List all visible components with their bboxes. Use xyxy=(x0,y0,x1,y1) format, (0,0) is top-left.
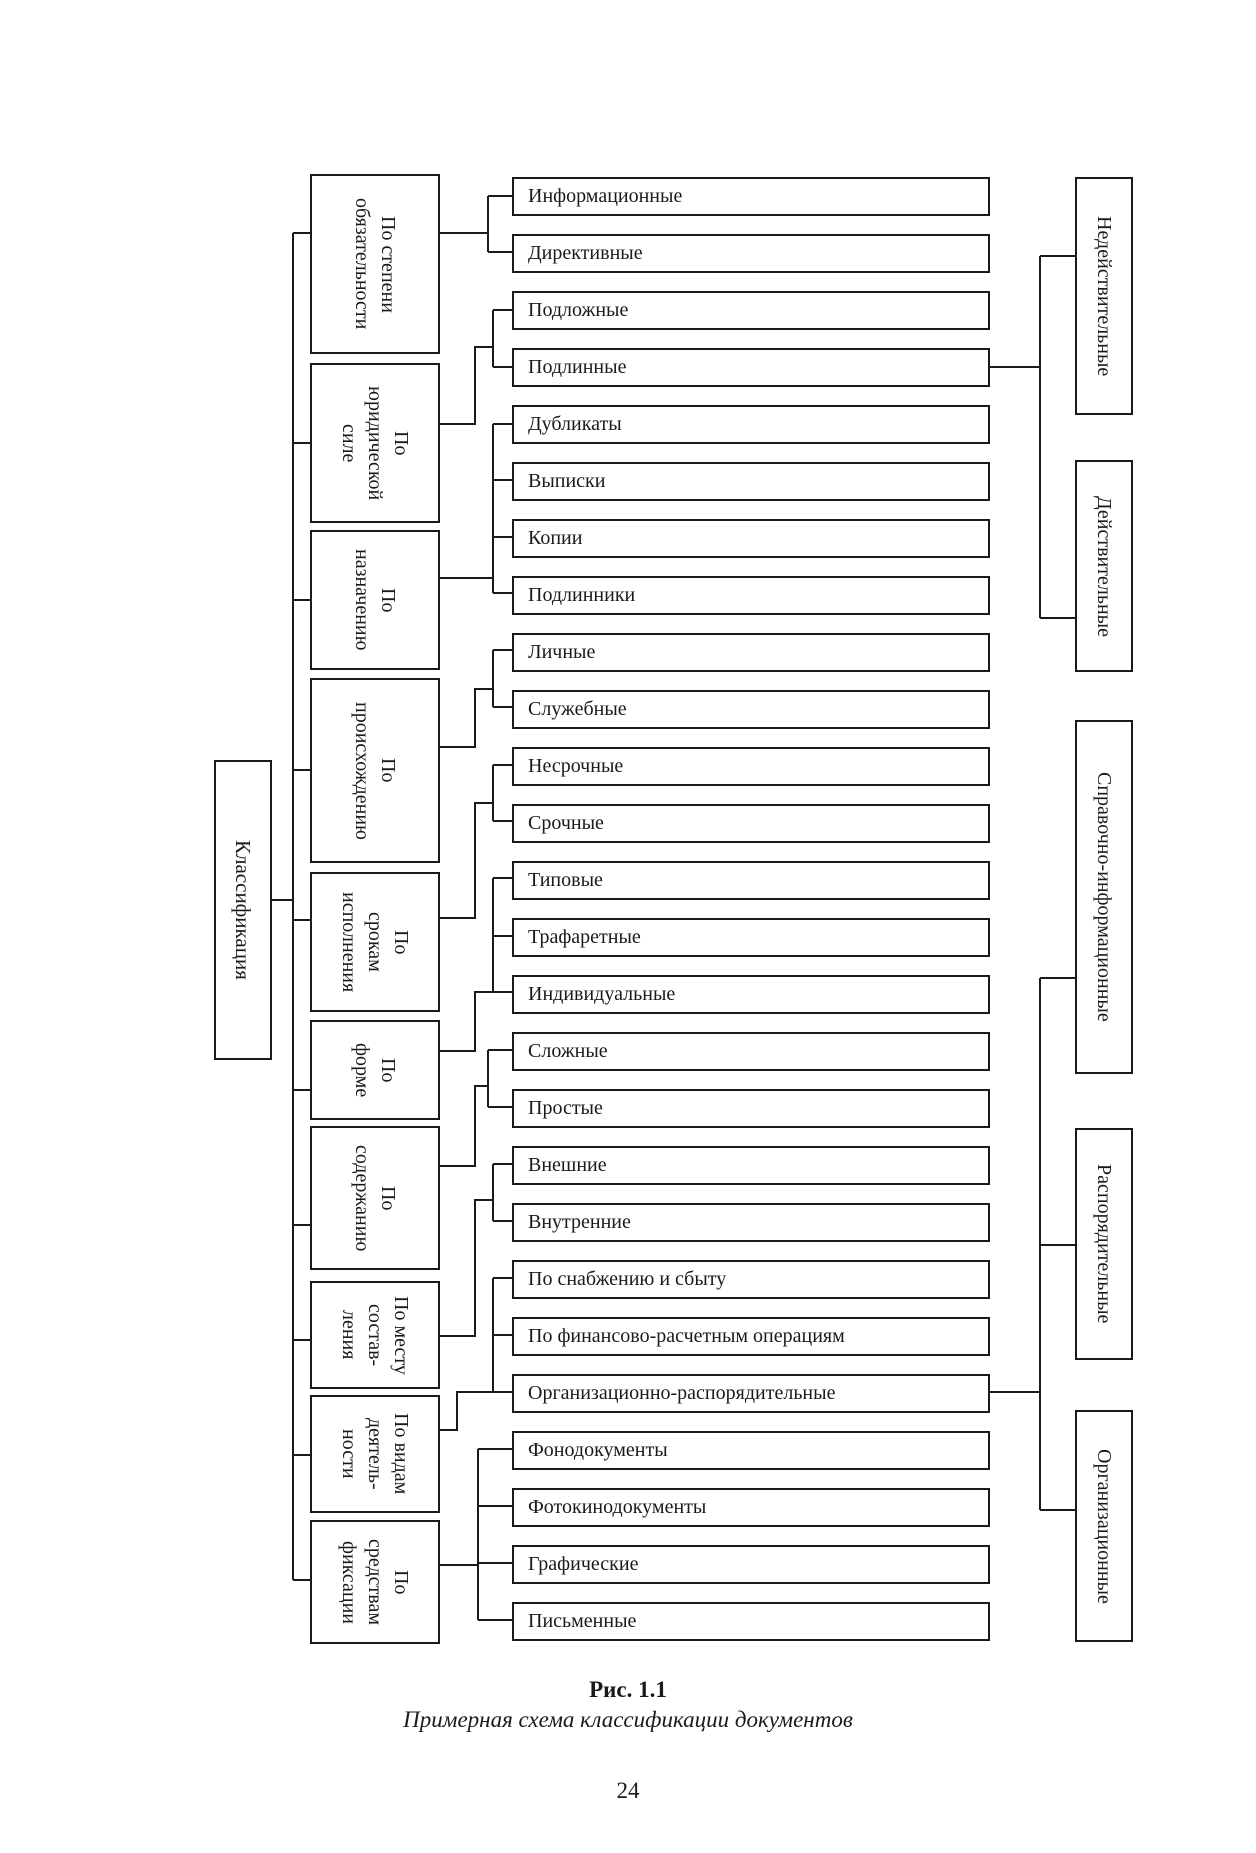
group-invalid xyxy=(1075,177,1133,415)
item-label: Графические xyxy=(528,1553,639,1575)
root-label: Классификация xyxy=(231,840,255,980)
page-number: 24 xyxy=(616,1778,640,1803)
category-label: По видам деятель- ности xyxy=(338,1413,412,1495)
item-genuine xyxy=(512,348,990,387)
category-label: По срокам исполнения xyxy=(338,891,412,993)
group-label: Организационные xyxy=(1093,1448,1115,1604)
category-label: По средствам фиксации xyxy=(338,1539,412,1625)
item-label: Выписки xyxy=(528,470,606,492)
item-individual xyxy=(512,975,990,1014)
item-internal xyxy=(512,1203,990,1242)
category-label: По назначению xyxy=(351,549,399,651)
item-directive xyxy=(512,234,990,273)
category-label: По форме xyxy=(351,1042,399,1098)
item-label: Сложные xyxy=(528,1040,608,1062)
item-phono-documents xyxy=(512,1431,990,1470)
item-financial-settlement xyxy=(512,1317,990,1356)
group-label: Распорядительные xyxy=(1093,1164,1115,1324)
item-graphic xyxy=(512,1545,990,1584)
item-personal xyxy=(512,633,990,672)
item-label: Срочные xyxy=(528,812,604,834)
item-duplicates xyxy=(512,405,990,444)
item-label: Внешние xyxy=(528,1154,607,1176)
figure-title: Примерная схема классификации документов xyxy=(403,1707,853,1732)
category-label: По месту состав- ления xyxy=(338,1295,412,1375)
item-forged xyxy=(512,291,990,330)
category-origin xyxy=(310,678,440,863)
item-label: Подлинные xyxy=(528,356,627,378)
category-fixation-means xyxy=(310,1520,440,1644)
item-organizational-administrative xyxy=(512,1374,990,1413)
item-simple xyxy=(512,1089,990,1128)
item-label: Простые xyxy=(528,1097,603,1119)
group-reference-information xyxy=(1075,720,1133,1074)
item-label: Организационно-распорядительные xyxy=(528,1382,836,1404)
group-label: Справочно-информационные xyxy=(1093,772,1115,1022)
item-label: Дубликаты xyxy=(528,413,622,435)
item-label: Типовые xyxy=(528,869,603,891)
item-written xyxy=(512,1602,990,1641)
item-label: Внутренние xyxy=(528,1211,631,1233)
category-execution-terms xyxy=(310,872,440,1012)
group-organizational xyxy=(1075,1410,1133,1642)
item-label: Копии xyxy=(528,527,583,549)
category-obligation xyxy=(310,174,440,354)
category-form xyxy=(310,1020,440,1120)
root-node xyxy=(214,760,272,1060)
category-label: По происхождению xyxy=(351,701,399,840)
item-label: Служебные xyxy=(528,698,627,720)
item-non-urgent xyxy=(512,747,990,786)
category-purpose xyxy=(310,530,440,670)
category-label: По содержанию xyxy=(351,1144,399,1252)
item-label: По снабжению и сбыту xyxy=(528,1268,727,1290)
item-originals xyxy=(512,576,990,615)
item-stencil xyxy=(512,918,990,957)
category-place-of-origin xyxy=(310,1281,440,1389)
item-standard xyxy=(512,861,990,900)
item-label: Личные xyxy=(528,641,596,663)
item-label: Директивные xyxy=(528,242,643,264)
category-legal-force xyxy=(310,363,440,523)
item-extracts xyxy=(512,462,990,501)
item-label: Подлинники xyxy=(528,584,636,606)
category-label: По юридической силе xyxy=(338,385,412,501)
item-label: По финансово-расчетным операциям xyxy=(528,1325,845,1347)
item-supply-and-sales xyxy=(512,1260,990,1299)
category-label: По степени обязательности xyxy=(351,198,399,330)
group-administrative xyxy=(1075,1128,1133,1360)
item-urgent xyxy=(512,804,990,843)
group-label: Недействительные xyxy=(1093,215,1115,377)
category-activity-type xyxy=(310,1395,440,1513)
figure-label: Рис. 1.1 xyxy=(589,1677,667,1702)
category-content xyxy=(310,1126,440,1270)
item-label: Подложные xyxy=(528,299,629,321)
item-label: Несрочные xyxy=(528,755,624,777)
item-external xyxy=(512,1146,990,1185)
item-informational xyxy=(512,177,990,216)
item-official xyxy=(512,690,990,729)
group-valid xyxy=(1075,460,1133,672)
item-photo-film-documents xyxy=(512,1488,990,1527)
item-label: Письменные xyxy=(528,1610,637,1632)
item-label: Информационные xyxy=(528,185,683,207)
group-label: Действительные xyxy=(1093,495,1115,637)
item-copies xyxy=(512,519,990,558)
item-label: Трафаретные xyxy=(528,926,641,948)
item-label: Индивидуальные xyxy=(528,983,676,1005)
item-label: Фотокинодокументы xyxy=(528,1496,707,1518)
item-label: Фонодокументы xyxy=(528,1439,668,1461)
item-complex xyxy=(512,1032,990,1071)
